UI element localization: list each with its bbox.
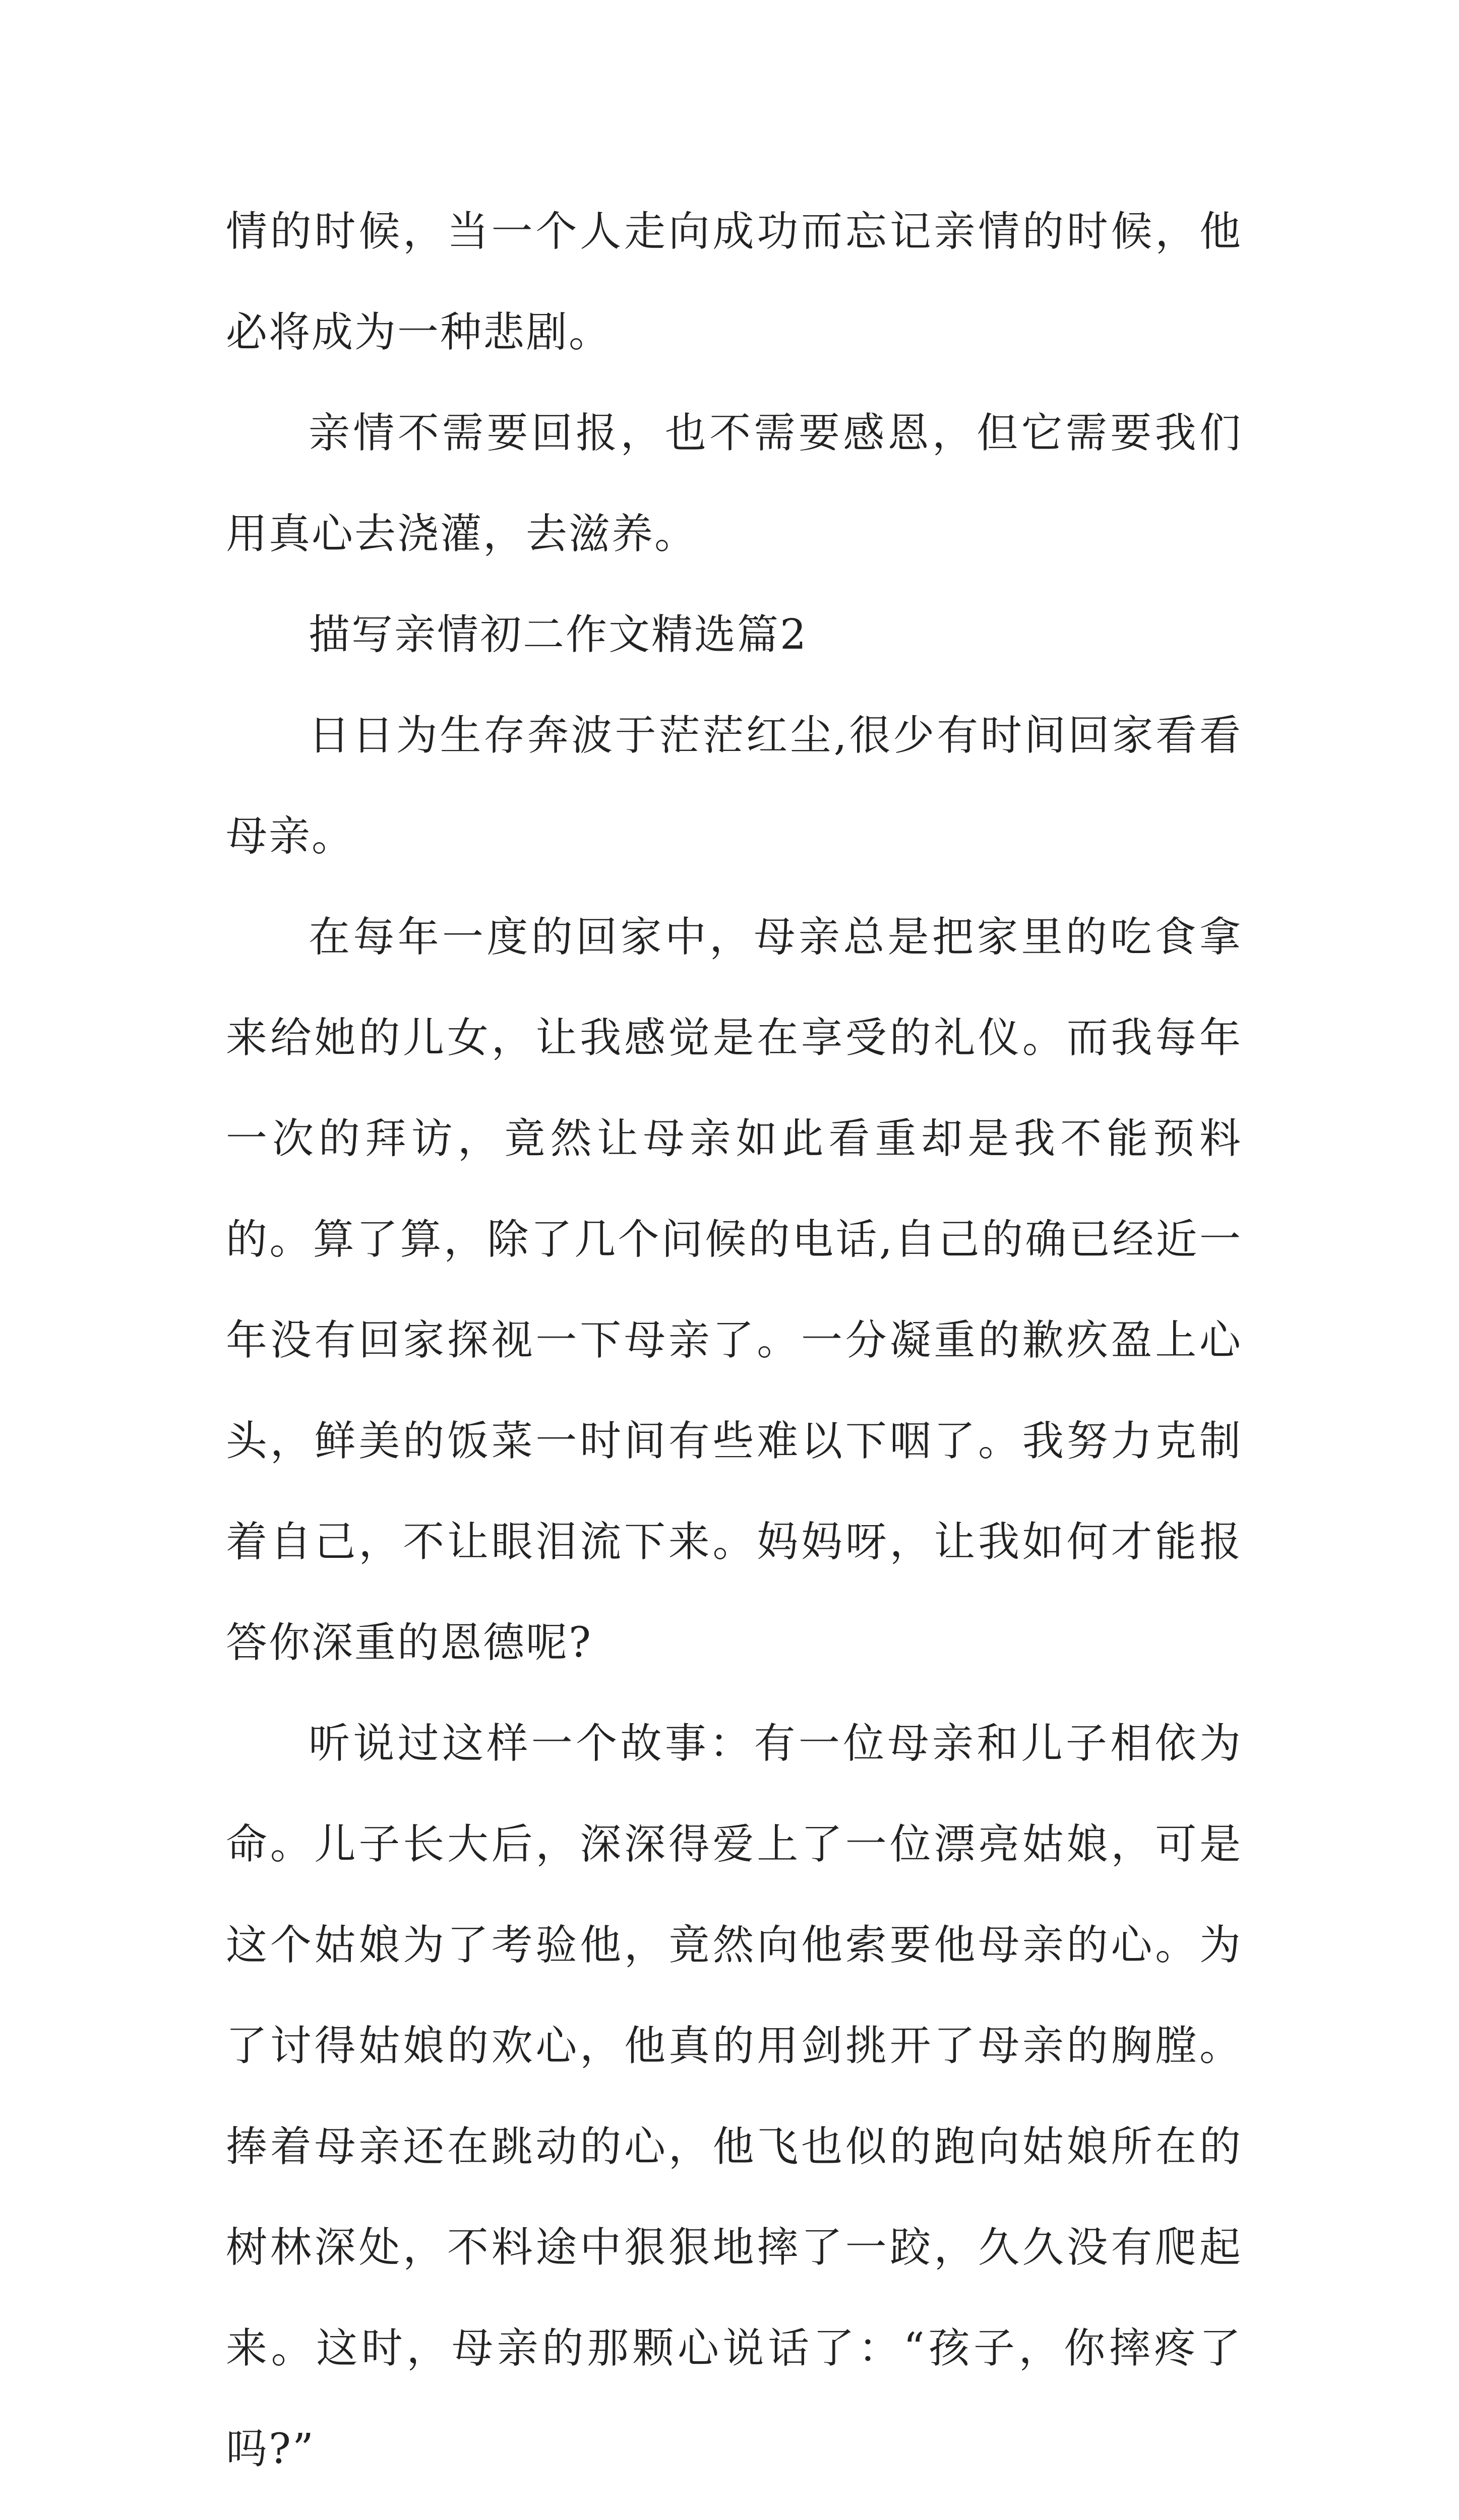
paragraph [226,2500,1242,2520]
paragraph: 听说过这样一个故事：有一位母亲和儿子相依为命。儿子长大后，深深得爱上了一位漂亮姑娘，可是这个姑娘为了考验他，竟然向他索要他母亲的心。为了讨得姑娘的欢心，他真的用剑挑开了母亲的胸膛。捧着母亲还在跳动的心，他飞也似的跑向姑娘所在的树林深处，不料途中狠狠地摔了一跤，久久没有爬起来。这时，母亲的那颗心说话了：“孩子，你摔疼了吗?” [226,1720,1242,2473]
paragraph: 亲情不需要回报，也不需要感恩，但它需要我们用真心去浇灌，去滋养。 [226,409,1242,558]
paragraph-continuation: 情的时候，当一个人走向成功而忘记亲情的时候，他必将成为一种悲剧。 [226,208,1242,356]
document-page [226,181,1242,2520]
paragraph: 在每年一度的回家中，母亲总是把家里的吃食拿来给她的儿女，让我感觉是在享受的礼仪。而我每年一次的拜访，竟然让母亲如此看重却是我不能预料的。算了算，除了几个问候的电话,自己的确已经近一年没有回家探视一下母亲了。一分凝重的歉疚盈上心头，鲜美的饭菜一时间有些难以下咽了。我努力克制着自己，不让眼泪流下来。妈妈呀，让我如何才能报答你深重的恩德呢? [226,913,1242,1667]
paragraph: 日日为生存奔波于茫茫红尘,很少有时间回家看看母亲。 [226,712,1242,860]
section-heading: 描写亲情初二作文精选篇2 [309,611,808,659]
